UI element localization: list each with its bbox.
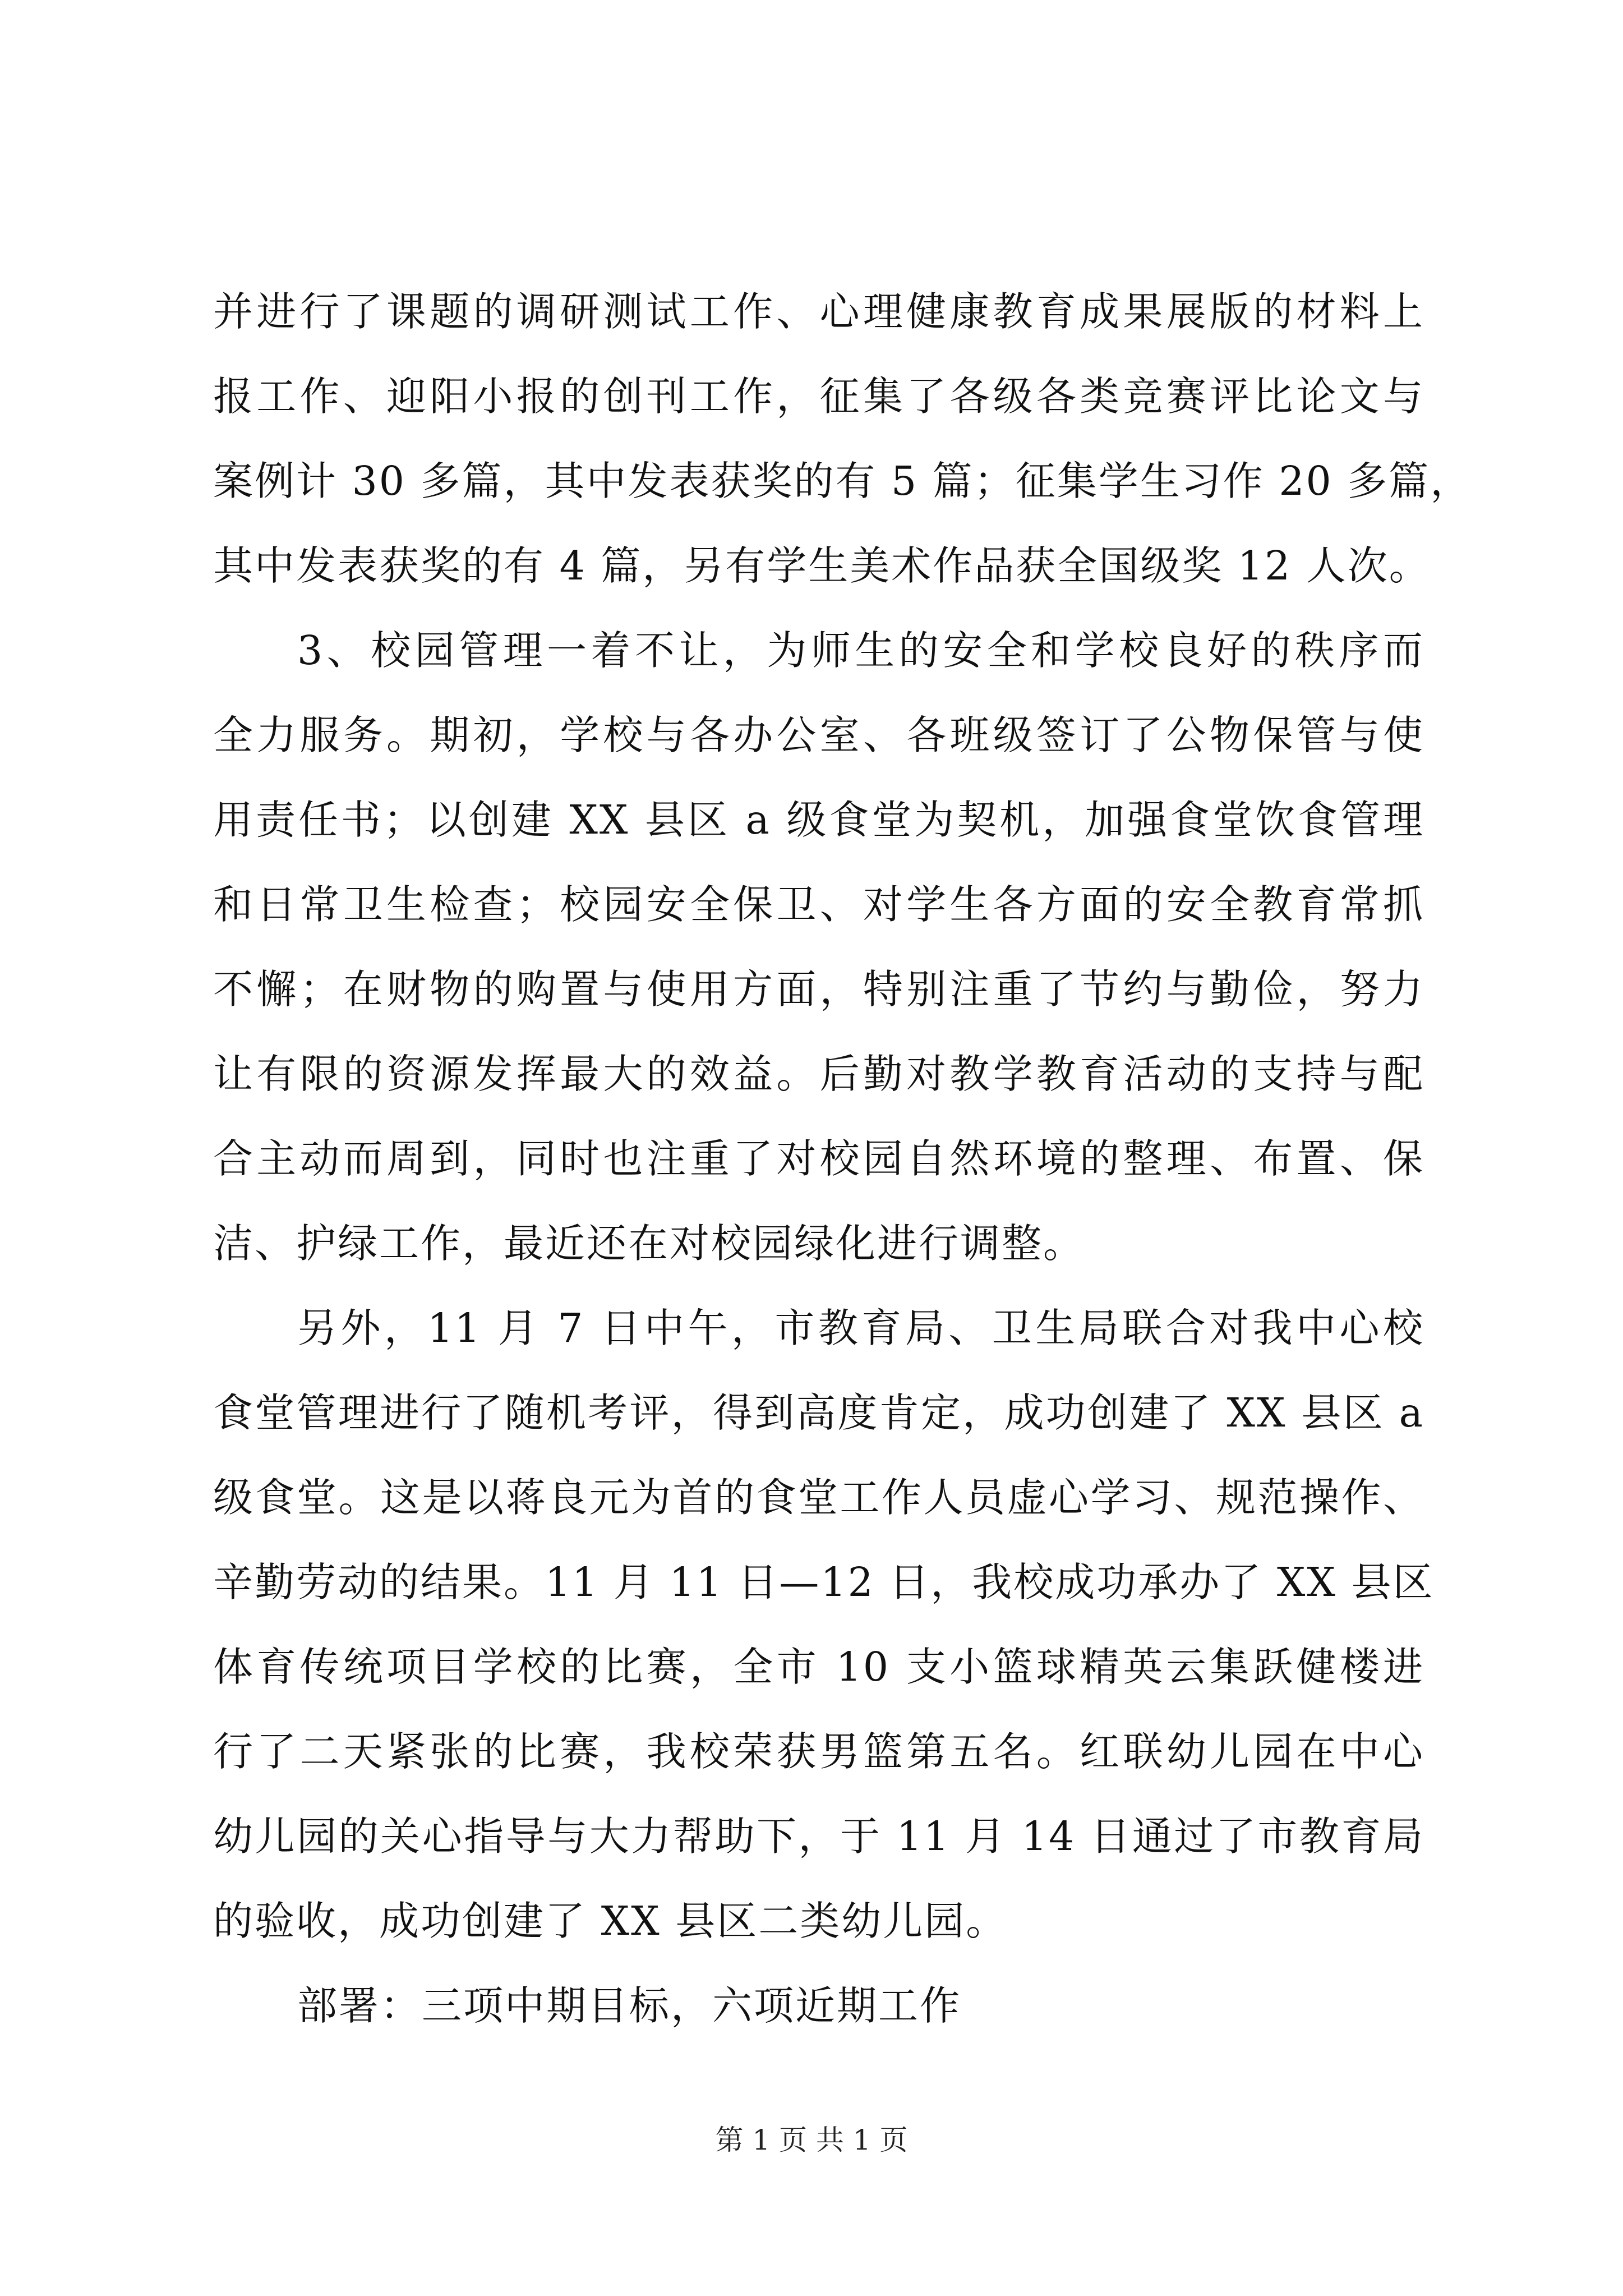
section-heading: 部署：三项中期目标，六项近期工作 (297, 1982, 962, 2029)
text-line: 合主动而周到，同时也注重了对校园自然环境的整理、布置、保 (213, 1135, 1424, 1182)
text-line: 报工作、迎阳小报的创刊工作，征集了各级各类竞赛评比论文与 (213, 373, 1424, 420)
text-line: 全力服务。期初，学校与各办公室、各班级签订了公物保管与使 (213, 712, 1424, 758)
text-line: 案例计 30 多篇，其中发表获奖的有 5 篇；征集学生习作 20 多篇， (213, 458, 1472, 504)
text-line: 洁、护绿工作，最近还在对校园绿化进行调整。 (213, 1220, 1085, 1267)
text-line: 不懈；在财物的购置与使用方面，特别注重了节约与勤俭，努力 (213, 966, 1424, 1013)
text-line: 用责任书；以创建 XX 县区 a 级食堂为契机，加强食堂饮食管理 (213, 797, 1424, 843)
text-line: 其中发表获奖的有 4 篇，另有学生美术作品获全国级奖 12 人次。 (213, 542, 1431, 589)
text-line: 幼儿园的关心指导与大力帮助下，于 11 月 14 日通过了市教育局 (213, 1813, 1424, 1860)
text-line: 让有限的资源发挥最大的效益。后勤对教学教育活动的支持与配 (213, 1051, 1424, 1097)
text-line: 并进行了课题的调研测试工作、心理健康教育成果展版的材料上 (213, 288, 1424, 335)
text-line: 行了二天紧张的比赛，我校荣获男篮第五名。红联幼儿园在中心 (213, 1728, 1424, 1775)
text-line: 的验收，成功创建了 XX 县区二类幼儿园。 (213, 1898, 1008, 1944)
text-line: 辛勤劳动的结果。11 月 11 日—12 日，我校成功承办了 XX 县区 (213, 1559, 1435, 1605)
page-footer (0, 2120, 1623, 2160)
text-line: 另外，11 月 7 日中午，市教育局、卫生局联合对我中心校 (297, 1305, 1424, 1351)
text-line: 体育传统项目学校的比赛，全市 10 支小篮球精英云集跃健楼进 (213, 1644, 1424, 1690)
text-line: 3、校园管理一着不让，为师生的安全和学校良好的秩序而 (297, 627, 1424, 674)
text-line: 食堂管理进行了随机考评，得到高度肯定，成功创建了 XX 县区 a (213, 1389, 1424, 1436)
document-body (213, 269, 1472, 2048)
text-line: 和日常卫生检查；校园安全保卫、对学生各方面的安全教育常抓 (213, 881, 1424, 928)
text-line: 级食堂。这是以蒋良元为首的食堂工作人员虚心学习、规范操作、 (213, 1474, 1424, 1521)
page-number-label: 第 1 页 共 1 页 (715, 2124, 908, 2156)
